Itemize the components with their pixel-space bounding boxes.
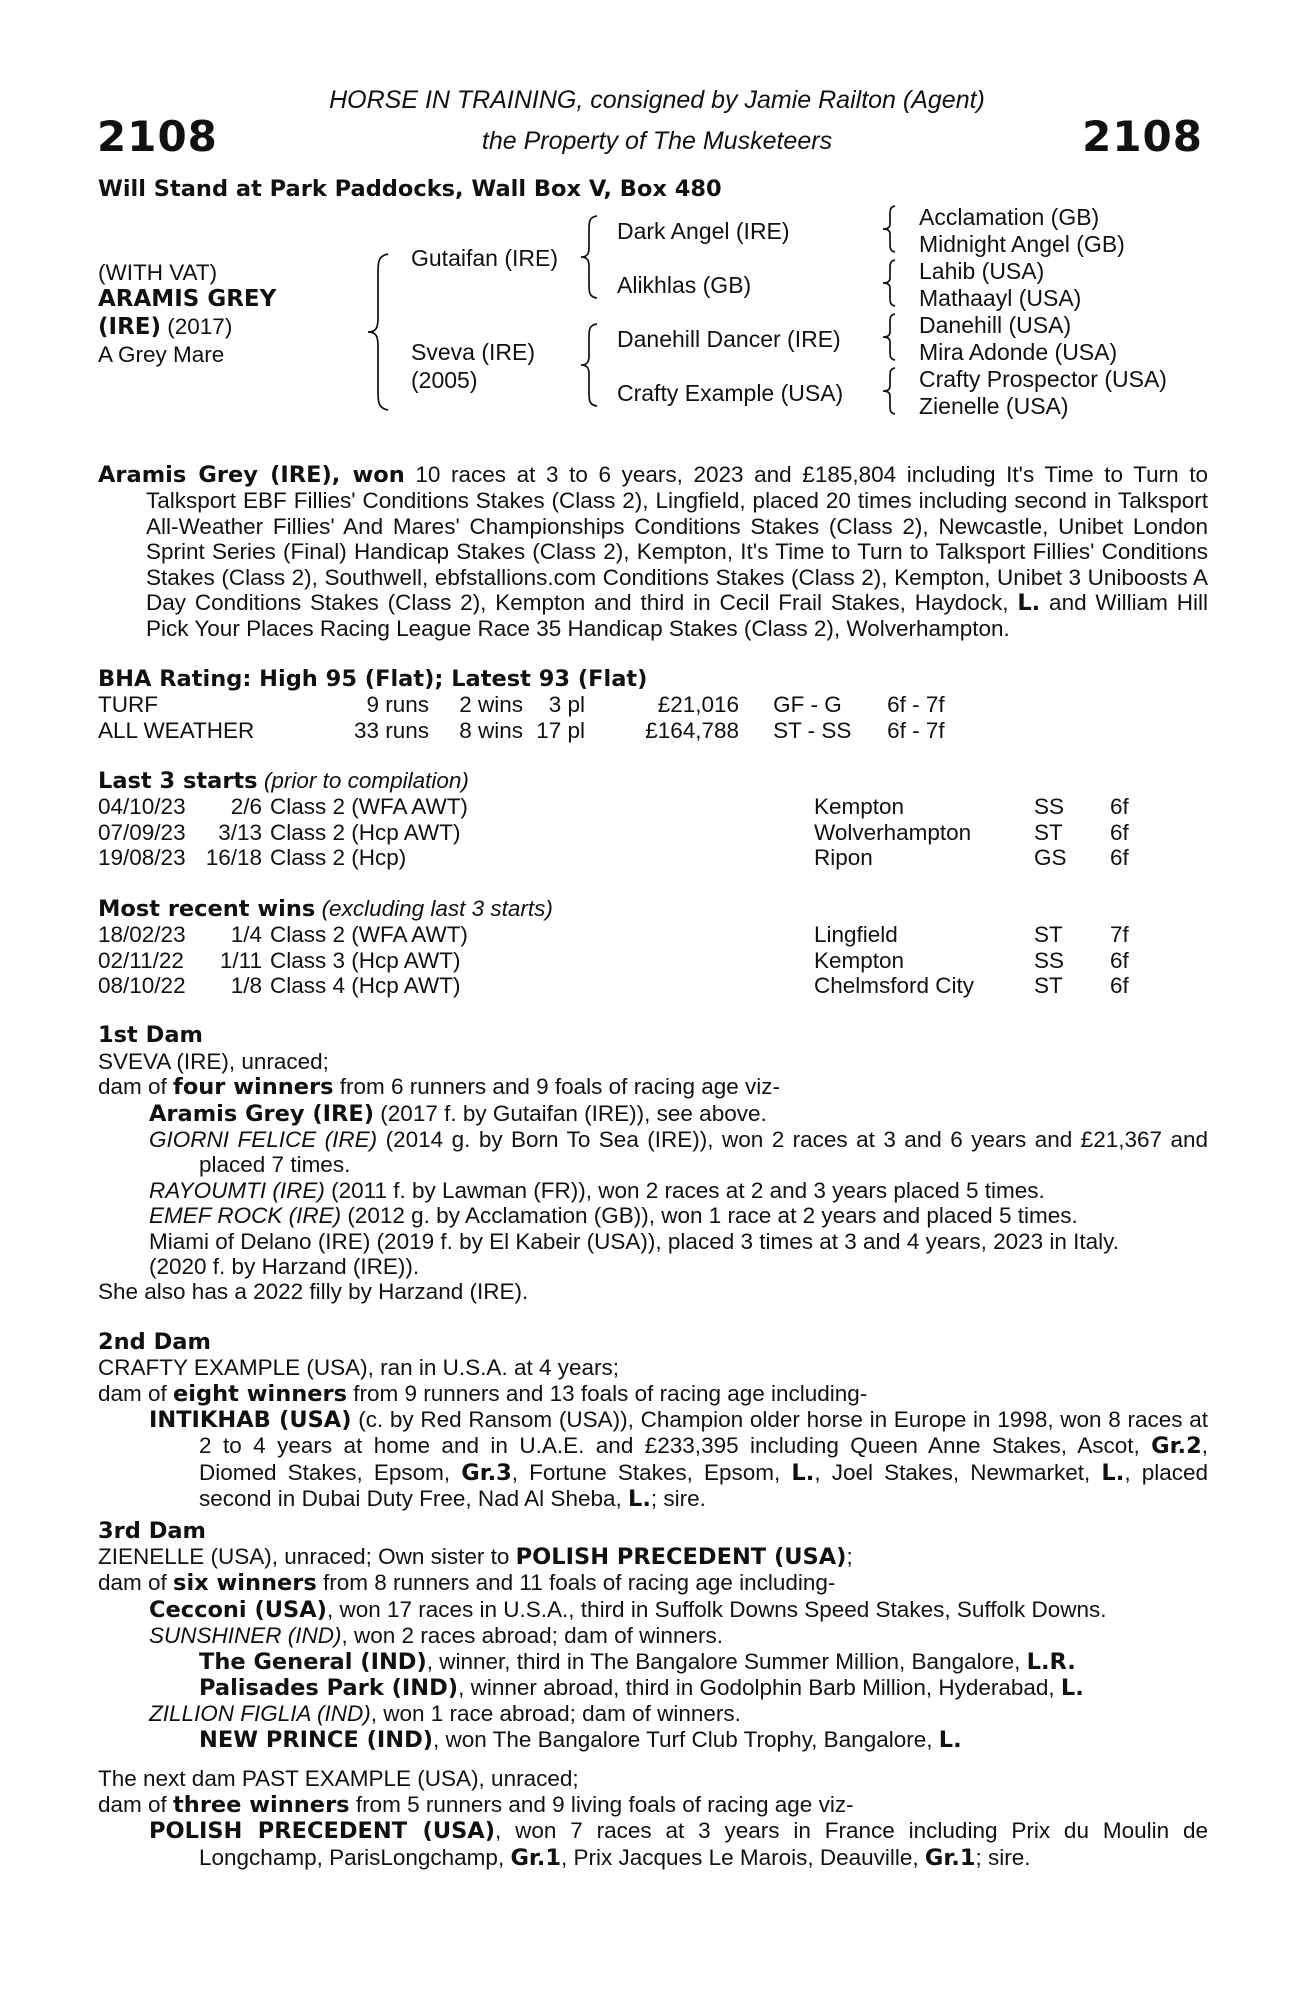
progeny-detail: , won 7 races at 3 years in France including Prix du Moulin de Longchamp, ParisLongchamp, bbox=[199, 1818, 1208, 1870]
summary-horse-name: Aramis Grey (IRE), won bbox=[98, 462, 405, 488]
distance-cell: 6f bbox=[1110, 794, 1129, 820]
pedigree-brace-dam bbox=[578, 322, 602, 408]
progeny-name: Cecconi (USA) bbox=[149, 1596, 327, 1623]
listed-marker: L. bbox=[791, 1459, 815, 1486]
distance-cell: 7f bbox=[1110, 922, 1129, 948]
listed-marker: L. bbox=[628, 1486, 651, 1513]
progeny-detail: (2014 g. by Born To Sea (IRE)), won 2 races at 3 and 6 years and £21,367 and placed 7 times. bbox=[199, 1126, 1208, 1178]
lot-number-right: 2108 bbox=[1082, 112, 1203, 161]
list-item bbox=[98, 1127, 1208, 1178]
property-line: the Property of The Musketeers bbox=[481, 127, 833, 155]
progeny-name: POLISH PRECEDENT (USA) bbox=[149, 1818, 495, 1845]
prize-money-cell: £21,016 bbox=[657, 692, 740, 718]
pedigree-dsd: Mira Adonde (USA) bbox=[919, 339, 1118, 365]
list-item: (2020 f. by Harzand (IRE)). bbox=[149, 1253, 420, 1279]
going-cell: ST bbox=[1034, 922, 1063, 948]
horse-origin-year bbox=[98, 313, 276, 341]
progeny-detail: , won 1 race abroad; dam of winners. bbox=[370, 1701, 741, 1727]
progeny-detail: , placed second in Dubai Duty Free, Nad Al Sheba, bbox=[199, 1459, 1208, 1512]
winners-count: three winners bbox=[173, 1791, 350, 1818]
progeny-detail: , Diomed Stakes, Epsom, bbox=[199, 1433, 1208, 1485]
position-cell: 1/11 bbox=[219, 947, 262, 973]
progeny-name: INTIKHAB (USA) bbox=[149, 1407, 352, 1433]
progeny-detail: , won 17 races in U.S.A., third in Suffolk Downs Speed Stakes, Suffolk Downs. bbox=[326, 1596, 1107, 1622]
wins-cell: 2 wins bbox=[459, 692, 524, 718]
table-row bbox=[98, 794, 1129, 819]
pedigree-sire-sire: Dark Angel (IRE) bbox=[617, 218, 790, 244]
pedigree-brace-g1 bbox=[880, 204, 900, 254]
last-starts-section bbox=[98, 768, 1208, 871]
going-cell: SS bbox=[1034, 794, 1065, 820]
grade-marker: Gr.1 bbox=[510, 1844, 562, 1871]
position-cell: 1/4 bbox=[230, 922, 262, 948]
progeny-detail: (2017 f. by Gutaifan (IRE)), see above. bbox=[374, 1100, 767, 1126]
date-cell: 18/02/23 bbox=[98, 922, 186, 948]
first-dam-also: She also has a 2022 filly by Harzand (IRE). bbox=[98, 1279, 529, 1305]
pedigree-brace-sire bbox=[578, 214, 602, 300]
progeny-detail: (c. by Red Ransom (USA)), Champion older horse in Europe in 1998, won 8 races at 2 to 4 years at home and in U.A.E. and £233,395 including Queen Anne Stakes, Ascot, bbox=[199, 1407, 1208, 1459]
date-cell: 08/10/22 bbox=[98, 972, 186, 998]
progeny-detail: (2011 f. by Lawman (FR)), won 2 races at 2 and 3 years placed 5 times. bbox=[324, 1177, 1045, 1203]
second-dam-line: CRAFTY EXAMPLE (USA), ran in U.S.A. at 4 years; bbox=[98, 1355, 619, 1381]
horse-identity bbox=[98, 259, 276, 368]
pedigree-sss: Acclamation (GB) bbox=[919, 204, 1100, 230]
going-cell: ST bbox=[1034, 972, 1063, 998]
dam-of-text: dam of bbox=[98, 1570, 174, 1596]
course-cell: Kempton bbox=[814, 947, 905, 973]
progeny-detail: , won The Bangalore Turf Club Trophy, Bangalore, bbox=[433, 1726, 939, 1752]
position-cell: 1/8 bbox=[230, 972, 262, 998]
listed-marker: L. bbox=[1060, 1675, 1084, 1702]
surface-cell: ALL WEATHER bbox=[98, 717, 255, 743]
first-dam-section bbox=[98, 1023, 1208, 1304]
runs-cell: 33 runs bbox=[354, 717, 430, 743]
progeny-name: SUNSHINER (IND) bbox=[149, 1623, 342, 1649]
pedigree-ddd: Zienelle (USA) bbox=[919, 393, 1069, 419]
placed-cell: 17 pl bbox=[536, 717, 586, 743]
table-row bbox=[98, 718, 945, 743]
pedigree-brace-g4 bbox=[880, 366, 900, 416]
distance-cell: 6f bbox=[1110, 845, 1129, 871]
distance-cell: 6f bbox=[1110, 972, 1129, 998]
progeny-detail: (2012 g. by Acclamation (GB)), won 1 race at 2 years and placed 5 times. bbox=[341, 1203, 1078, 1229]
progeny-name: Aramis Grey (IRE) bbox=[149, 1100, 375, 1127]
course-cell: Kempton bbox=[814, 794, 905, 820]
pedigree-sire: Gutaifan (IRE) bbox=[411, 245, 558, 271]
class-cell: Class 2 (WFA AWT) bbox=[270, 794, 468, 820]
pedigree-sire-dam: Alikhlas (GB) bbox=[617, 272, 752, 298]
stand-location: Will Stand at Park Paddocks, Wall Box V, Box 480 bbox=[98, 176, 722, 202]
position-cell: 16/18 bbox=[205, 845, 262, 871]
pedigree-brace-g3 bbox=[880, 312, 900, 362]
dam-of-text: dam of bbox=[98, 1380, 174, 1406]
recent-wins-table bbox=[98, 922, 1129, 998]
vat-note: (WITH VAT) bbox=[98, 260, 218, 285]
recent-wins-section bbox=[98, 896, 1208, 999]
bha-table bbox=[98, 692, 945, 743]
progeny-name: ZILLION FIGLIA (IND) bbox=[149, 1701, 371, 1727]
consignment-line: HORSE IN TRAINING, consigned by Jamie Railton (Agent) bbox=[329, 86, 985, 114]
winners-count: eight winners bbox=[173, 1380, 348, 1407]
going-cell: SS bbox=[1034, 947, 1065, 973]
second-dam-produce bbox=[98, 1381, 1208, 1407]
position-cell: 3/13 bbox=[218, 819, 262, 845]
winners-count: four winners bbox=[173, 1074, 334, 1101]
progeny-name: NEW PRINCE (IND) bbox=[199, 1726, 434, 1753]
third-dam-produce bbox=[98, 1570, 1208, 1596]
position-cell: 2/6 bbox=[230, 794, 262, 820]
going-cell: GS bbox=[1034, 845, 1067, 871]
distance-cell: 6f bbox=[1110, 819, 1129, 845]
class-cell: Class 4 (Hcp AWT) bbox=[270, 972, 461, 998]
surface-cell: TURF bbox=[98, 692, 158, 718]
progeny-detail: , won 2 races abroad; dam of winners. bbox=[341, 1623, 723, 1649]
table-row bbox=[98, 845, 1129, 870]
pedigree-dam-dam: Crafty Example (USA) bbox=[617, 380, 844, 406]
list-item: Miami of Delano (IRE) (2019 f. by El Kabeir (USA)), placed 3 times at 3 and 4 years, 2023 in Italy. bbox=[149, 1228, 1120, 1254]
pedigree-dds: Crafty Prospector (USA) bbox=[919, 366, 1167, 392]
third-dam-text: ZIENELLE (USA), unraced; Own sister to bbox=[98, 1544, 516, 1570]
pedigree-brace-main bbox=[364, 252, 394, 412]
runs-cell: 9 runs bbox=[366, 692, 430, 718]
runners-text: from 5 runners and 9 living foals of racing age viz- bbox=[349, 1791, 854, 1817]
third-dam-line bbox=[98, 1544, 1208, 1570]
first-dam-produce bbox=[98, 1074, 1208, 1100]
grade-marker: Gr.3 bbox=[461, 1459, 512, 1486]
wins-cell: 8 wins bbox=[459, 717, 524, 743]
prize-money-cell: £164,788 bbox=[645, 717, 740, 743]
third-dam-heading: 3rd Dam bbox=[98, 1517, 206, 1544]
first-dam-line: SVEVA (IRE), unraced; bbox=[98, 1048, 329, 1074]
going-cell: GF - G bbox=[773, 692, 842, 718]
list-item bbox=[98, 1701, 1208, 1726]
sister-name: POLISH PRECEDENT (USA) bbox=[515, 1544, 847, 1571]
lot-number-left: 2108 bbox=[97, 112, 218, 161]
list-item bbox=[98, 1101, 1208, 1127]
horse-description: A Grey Mare bbox=[98, 342, 225, 367]
pedigree-brace-g2 bbox=[880, 258, 900, 308]
listed-marker: L. bbox=[1017, 590, 1041, 617]
next-dam-line: The next dam PAST EXAMPLE (USA), unraced; bbox=[98, 1766, 579, 1792]
horse-name: ARAMIS GREY bbox=[98, 286, 277, 312]
list-item bbox=[98, 1649, 1208, 1675]
third-dam-text-end: ; bbox=[846, 1544, 853, 1570]
pedigree-dam: Sveva (IRE) bbox=[411, 339, 535, 365]
runners-text: from 9 runners and 13 foals of racing age including- bbox=[347, 1380, 868, 1406]
table-row bbox=[98, 692, 945, 717]
table-row bbox=[98, 948, 1129, 973]
runners-text: from 8 runners and 11 foals of racing age including- bbox=[316, 1570, 836, 1596]
bha-section bbox=[98, 667, 1208, 743]
list-item bbox=[98, 1818, 1208, 1871]
last-starts-title: Last 3 starts bbox=[98, 768, 258, 795]
class-cell: Class 2 (Hcp AWT) bbox=[270, 819, 461, 845]
grade-marker: Gr.1 bbox=[924, 1844, 976, 1871]
next-dam-produce bbox=[98, 1792, 1208, 1818]
last-starts-heading bbox=[98, 768, 1208, 794]
course-cell: Chelmsford City bbox=[814, 972, 975, 998]
class-cell: Class 3 (Hcp AWT) bbox=[270, 947, 461, 973]
course-cell: Wolverhampton bbox=[814, 819, 972, 845]
going-cell: ST bbox=[1034, 819, 1063, 845]
dam-of-text: dam of bbox=[98, 1791, 174, 1817]
progeny-detail: , Joel Stakes, Newmarket, bbox=[814, 1459, 1102, 1485]
progeny-name: The General (IND) bbox=[199, 1648, 427, 1675]
progeny-detail: ; sire. bbox=[650, 1486, 706, 1512]
date-cell: 04/10/23 bbox=[98, 794, 186, 820]
pedigree-sdd: Mathaayl (USA) bbox=[919, 285, 1082, 311]
progeny-detail: ; sire. bbox=[975, 1844, 1031, 1870]
last-starts-table bbox=[98, 794, 1129, 870]
list-item bbox=[98, 1407, 1208, 1513]
progeny-detail: , winner abroad, third in Godolphin Barb Million, Hyderabad, bbox=[458, 1675, 1061, 1701]
pedigree-sds: Lahib (USA) bbox=[919, 258, 1045, 284]
list-item bbox=[98, 1203, 1208, 1228]
progeny-name: Palisades Park (IND) bbox=[199, 1675, 459, 1702]
progeny-name: RAYOUMTI (IRE) bbox=[149, 1177, 325, 1203]
list-item bbox=[98, 1623, 1208, 1648]
recent-wins-title: Most recent wins bbox=[98, 895, 316, 922]
table-row bbox=[98, 922, 1129, 947]
placed-cell: 3 pl bbox=[548, 692, 586, 718]
table-row bbox=[98, 973, 1129, 998]
listed-marker: L. bbox=[1101, 1459, 1125, 1486]
bha-heading: BHA Rating: High 95 (Flat); Latest 93 (Flat) bbox=[98, 665, 648, 692]
race-summary bbox=[98, 462, 1208, 642]
catalogue-body bbox=[98, 462, 1208, 1871]
horse-year: (2017) bbox=[161, 314, 233, 339]
course-cell: Lingfield bbox=[814, 922, 898, 948]
progeny-detail: , Fortune Stakes, Epsom, bbox=[511, 1459, 792, 1485]
recent-wins-note: (excluding last 3 starts) bbox=[315, 895, 553, 921]
horse-country: (IRE) bbox=[98, 314, 162, 340]
third-dam-section bbox=[98, 1519, 1208, 1754]
date-cell: 07/09/23 bbox=[98, 819, 186, 845]
list-item bbox=[98, 1675, 1208, 1701]
winners-count: six winners bbox=[173, 1570, 317, 1597]
next-dam-section bbox=[98, 1766, 1208, 1871]
course-cell: Ripon bbox=[814, 845, 873, 871]
listed-marker: L.R. bbox=[1026, 1648, 1076, 1675]
pedigree-dss: Danehill (USA) bbox=[919, 312, 1072, 338]
grade-marker: Gr.2 bbox=[1151, 1433, 1202, 1460]
summary-text-end: and William Hill Pick Your Places Racing League Race 35 Handicap Stakes (Class 2), Wolverhampton. bbox=[146, 590, 1208, 642]
date-cell: 19/08/23 bbox=[98, 845, 186, 871]
first-dam-heading: 1st Dam bbox=[98, 1022, 203, 1049]
class-cell: Class 2 (WFA AWT) bbox=[270, 922, 468, 948]
progeny-name: EMEF ROCK (IRE) bbox=[149, 1203, 342, 1229]
distance-cell: 6f - 7f bbox=[887, 717, 945, 743]
pedigree-dam-year: (2005) bbox=[411, 367, 478, 393]
date-cell: 02/11/22 bbox=[98, 947, 184, 973]
class-cell: Class 2 (Hcp) bbox=[270, 845, 407, 871]
distance-cell: 6f - 7f bbox=[887, 692, 945, 718]
progeny-name: GIORNI FELICE (IRE) bbox=[149, 1126, 378, 1152]
recent-wins-heading bbox=[98, 896, 1208, 922]
summary-text: 10 races at 3 to 6 years, 2023 and £185,804 including It's Time to Turn to Talksport EBF Fillies' Conditions Stakes (Class 2), Lingfield, placed 20 times including second in Talksport All-Weather Fillies' And Mares' Championships Conditions Stakes (Class 2), Newcastle, Unibet London Sprint Series (Final) Handicap Stakes (Class 2), Kempton, It's Time to Turn to Talksport Fillies' Conditions Stakes (Class 2), Southwell, ebfstallions.com Conditions Stakes (Class 2), Kempton, Unibet 3 Uniboosts A Day Conditions Stakes (Class 2), Kempton and third in Cecil Frail Stakes, Haydock, bbox=[146, 462, 1208, 616]
list-item bbox=[98, 1178, 1208, 1203]
listed-marker: L. bbox=[938, 1726, 962, 1753]
distance-cell: 6f bbox=[1110, 947, 1129, 973]
last-starts-note: (prior to compilation) bbox=[257, 768, 469, 794]
table-row bbox=[98, 820, 1129, 845]
dam-of-text: dam of bbox=[98, 1074, 174, 1100]
runners-text: from 6 runners and 9 foals of racing age viz- bbox=[333, 1074, 781, 1100]
second-dam-section bbox=[98, 1330, 1208, 1513]
progeny-detail: , winner, third in The Bangalore Summer Million, Bangalore, bbox=[426, 1648, 1027, 1674]
pedigree-ssd: Midnight Angel (GB) bbox=[919, 231, 1125, 257]
list-item bbox=[98, 1727, 1208, 1753]
second-dam-heading: 2nd Dam bbox=[98, 1328, 211, 1355]
list-item bbox=[98, 1597, 1208, 1623]
progeny-detail: , Prix Jacques Le Marois, Deauville, bbox=[561, 1844, 925, 1870]
pedigree-dam-sire: Danehill Dancer (IRE) bbox=[617, 326, 841, 352]
going-cell: ST - SS bbox=[773, 717, 852, 743]
